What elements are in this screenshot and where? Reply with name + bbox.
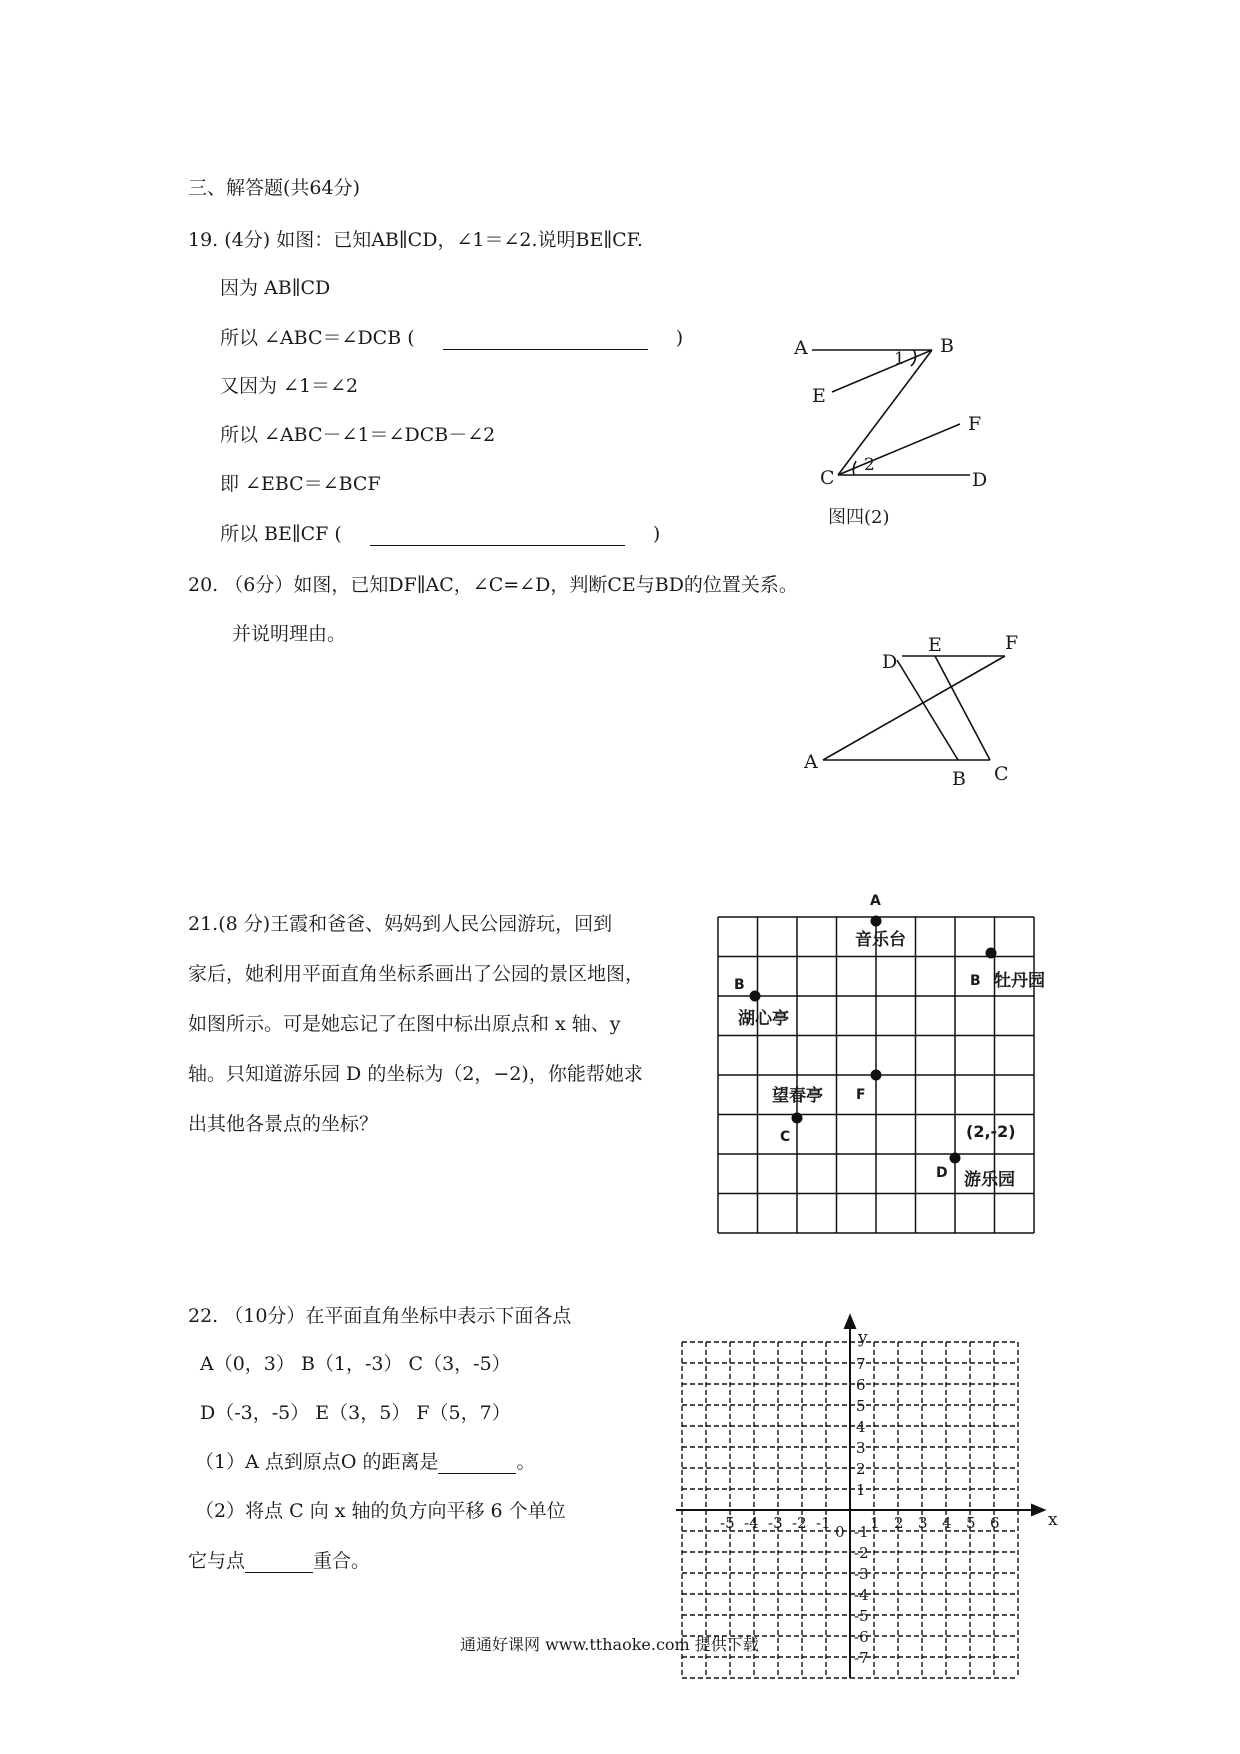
x-tick-label: 4 [942,1514,952,1532]
q20-label-c: C [994,763,1009,785]
grid-origin-label: 0 [835,1523,845,1541]
q19-line-4: 所以 ∠ABC－∠1＝∠DCB－∠2 [220,424,496,446]
point-f-marker [871,1070,882,1081]
x-tick-label: -1 [816,1514,831,1532]
point-a-marker [871,916,882,927]
x-tick-label: -2 [792,1514,807,1532]
q21-line-4: 轴。只知道游乐园 D 的坐标为（2，−2)，你能帮她求 [188,1063,643,1085]
y-tick-label: 7 [856,1355,866,1373]
q19-angle-2: 2 [864,455,875,475]
q19-label-e: E [812,385,826,407]
q22-points-2: D（-3，-5） E（3，5） F（5，7） [200,1402,511,1424]
x-tick-label: 6 [990,1514,1000,1532]
map-label-c: C [780,1129,791,1145]
y-tick-label: -5 [854,1607,869,1625]
x-tick-label: 5 [966,1514,976,1532]
q22-part-3-end: 重合。 [313,1550,371,1572]
x-tick-label: 1 [870,1514,880,1532]
y-tick-label: 5 [856,1397,866,1415]
grid-x-axis-label: x [1048,1510,1058,1530]
y-tick-label: -1 [854,1523,869,1541]
point-b-left-marker [750,991,761,1002]
section-title: 三、解答题(共64分) [188,177,361,199]
q19-answer-blank-2[interactable] [370,525,625,546]
q19-line-2-close: ) [675,327,684,349]
q20-stem: 20. （6分）如图，已知DF∥AC，∠C=∠D，判断CE与BD的位置关系。 [188,574,798,596]
q22-part-1-end: 。 [516,1451,536,1473]
q19-label-a: A [794,337,808,359]
q22-answer-blank-2[interactable] [245,1552,313,1573]
q19-line-2 [220,326,683,350]
q19-figure [790,330,1030,530]
y-axis-arrow-icon [845,1316,855,1328]
y-tick-label: 2 [856,1460,866,1478]
point-c-marker [792,1113,803,1124]
q21-line-5: 出其他各景点的坐标？ [188,1113,379,1135]
q22-answer-blank-1[interactable] [438,1453,516,1474]
map-label-wangchun-pavilion: 望春亭 [772,1086,823,1106]
q19-line-6 [220,522,660,546]
map-label-a: A [870,893,881,909]
q19-line-6-close: ) [652,523,661,545]
q21-line-2: 家后，她利用平面直角坐标系画出了公园的景区地图， [188,963,645,985]
q20-stem-2: 并说明理由。 [232,623,347,645]
q20-label-f: F [1005,632,1019,654]
x-tick-label: -5 [720,1514,735,1532]
map-label-b-left: B [734,977,745,993]
q22-part-1-text: （1）A 点到原点O 的距离是 [195,1451,439,1473]
grid-y-axis-label: y [858,1328,868,1348]
map-label-lake-pavilion: 湖心亭 [738,1009,789,1029]
q22-stem: 22. （10分）在平面直角坐标中表示下面各点 [188,1305,572,1327]
q22-points-1: A（0，3） B（1，-3） C（3，-5） [200,1353,511,1375]
map-label-amusement-park: 游乐园 [964,1170,1015,1190]
x-tick-label: -3 [768,1514,783,1532]
q19-line-3: 又因为 ∠1＝∠2 [220,375,359,397]
q19-line-1: 因为 AB∥CD [220,277,331,299]
x-tick-label: 3 [918,1514,928,1532]
q20-label-d: D [882,651,898,673]
q22-part-2: （2）将点 C 向 x 轴的负方向平移 6 个单位 [195,1500,566,1522]
x-tick-label: -4 [744,1514,759,1532]
q19-label-d: D [972,469,988,491]
map-label-peony-garden: 牡丹园 [994,971,1045,991]
q19-line-2-text: 所以 ∠ABC＝∠DCB ( [220,327,415,349]
map-label-f: F [856,1087,866,1103]
q19-caption: 图四(2) [828,507,890,528]
y-tick-label: 3 [856,1439,866,1457]
q19-label-c: C [820,467,835,489]
map-label-b-right: B [970,973,981,989]
q19-label-b: B [940,335,954,357]
map-label-coord: (2,-2) [966,1122,1016,1141]
q19-angle-1: 1 [894,349,905,369]
q19-answer-blank-1[interactable] [443,329,648,350]
map-label-d: D [936,1165,948,1181]
map-label-music-stage: 音乐台 [855,930,906,950]
q20-label-b: B [952,768,966,790]
q19-line-5: 即 ∠EBC＝∠BCF [220,473,381,495]
q22-part-3-text: 它与点 [188,1550,246,1572]
y-tick-label: -2 [854,1544,869,1562]
point-d-marker [950,1153,961,1164]
x-axis-arrow-icon [1032,1505,1044,1515]
q19-line-6-text: 所以 BE∥CF ( [220,523,342,545]
y-tick-label: -7 [854,1649,869,1667]
q21-line-3: 如图所示。可是她忘记了在图中标出原点和 x 轴、y [188,1013,621,1035]
q22-part-1 [195,1450,535,1474]
q20-figure [800,632,1020,795]
y-tick-label: -6 [854,1628,869,1646]
q20-label-e: E [928,634,942,656]
q19-label-f: F [968,413,982,435]
page-footer: 通通好课网 www.tthaoke.com 提供下载 [460,1635,759,1654]
x-tick-label: 2 [894,1514,904,1532]
point-b-right-marker [986,948,997,959]
q19-stem: 19. (4分) 如图：已知AB∥CD，∠1＝∠2.说明BE∥CF. [188,229,643,251]
y-tick-label: 6 [856,1376,866,1394]
q21-park-map [710,885,1050,1245]
y-tick-label: 4 [856,1418,866,1436]
q20-label-a: A [804,751,818,773]
y-tick-label: -4 [854,1586,869,1604]
y-tick-label: -3 [854,1565,869,1583]
y-tick-label: 1 [856,1481,866,1499]
q22-part-3 [188,1549,370,1573]
q21-line-1: 21.(8 分)王霞和爸爸、妈妈到人民公园游玩，回到 [188,913,613,935]
